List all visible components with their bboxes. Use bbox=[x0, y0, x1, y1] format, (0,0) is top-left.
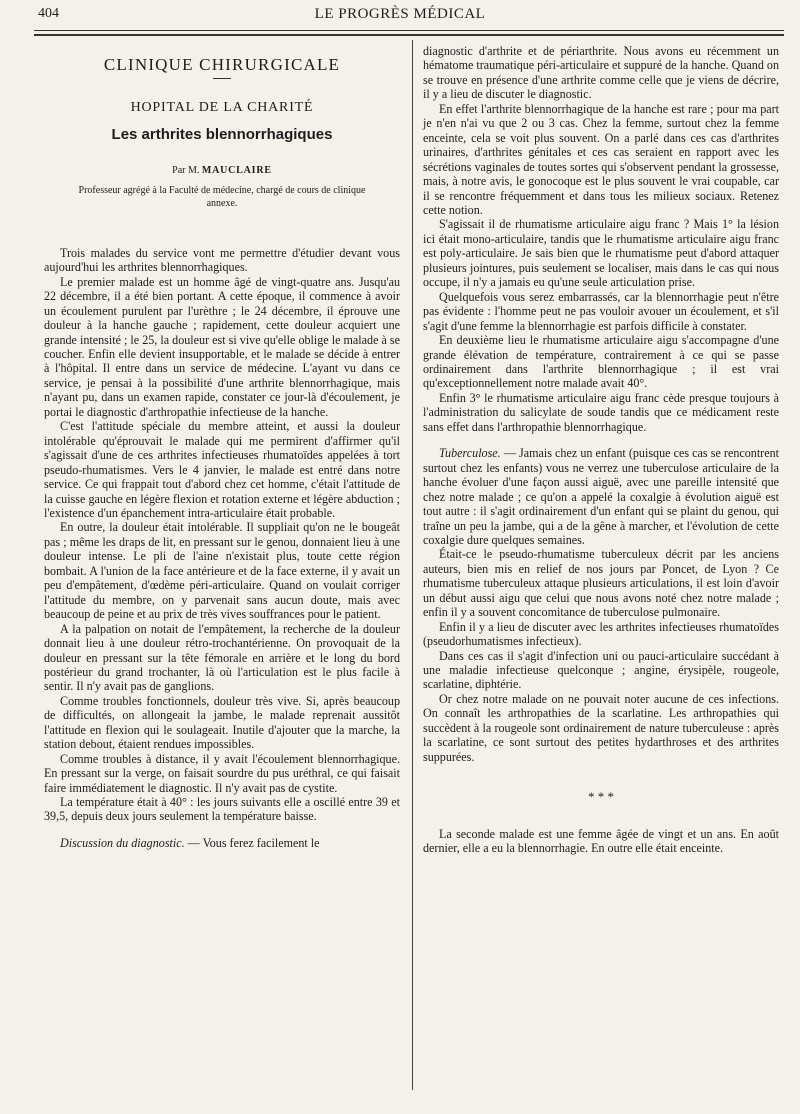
paragraph: La température était à 40° : les jours suivants elle a oscillé entre 39 et 39,5, depuis deux jours seulement la température baisse. bbox=[44, 795, 400, 824]
discussion-heading: Discussion du diagnostic. bbox=[60, 835, 185, 850]
hospital-name: HOPITAL DE LA CHARITÉ bbox=[130, 100, 314, 116]
paragraph: Le premier malade est un homme âgé de vingt-quatre ans. Jusqu'au 22 décembre, il a été bien portant. A cette époque, il commence à avoir un écoulement purulent par l'urèthre ; le 24 décembre, il éprouve une douleur à la hanche gauche ; rapidement, cette douleur acquiert une grande intensité ; le 25, la douleur est si vive qu'elle oblige le malade à se coucher. Enfin elle devient insupportable, et le malade se décide à entrer à l'hôpital. Il entre dans un service de médecine. L'ayant vu dans ce service, je pensai à la possibilité d'une arthrite blennorrhagique, mais n'ayant pu, dans un examen rapide, constater ce jour-là d'écoulement, je portai le diagnostic d'arthropathie infectieuse de la hanche. bbox=[44, 274, 400, 419]
page-number: 404 bbox=[38, 6, 59, 21]
discussion-text: — Vous ferez facilement le bbox=[184, 835, 320, 850]
author-affiliation: Professeur agrégé à la Faculté de médecine, chargé de cours de clinique annexe. bbox=[78, 184, 366, 209]
paragraph: Était-ce le pseudo-rhumatisme tuberculeux décrit par les anciens auteurs, bien mis en relief de nos jours par Poncet, de Lyon ? Ce rhumatisme tuberculeux attaque plusieurs articulations, il est loin d'avoir un début aussi aigu que celui que nous avons noté chez notre malade ; enfin il y a souvent concomitance de tuberculose pulmonaire. bbox=[423, 547, 779, 620]
paragraph: Quelquefois vous serez embarrassés, car la blennorrhagie peut n'être pas évidente : l'homme peut ne pas vouloir avouer un écoulement, et s'il s'agit d'une femme la blennorrhagie est parfois difficile à constater. bbox=[423, 289, 779, 333]
author-prefix: Par M. bbox=[172, 165, 200, 177]
paragraph: En effet l'arthrite blennorrhagique de la hanche est rare ; pour ma part je n'en n'ai vu que 2 ou 3 cas. Chez la femme, surtout chez la femme enceinte, cela se voit plus souvent. On a parlé dans ces cas d'arthrites urinaires, d'arthrites génitales et ces cas seraient en rapport avec les sécrétions vaginales de toutes sortes qui s'observent pendant la grossesse, mais, à notre avis, le gonocoque est le plus souvent le vrai coupable, car il se rencontre fréquemment et dans tous les milieux sociaux. Retenez cette notion. bbox=[423, 101, 779, 217]
paragraph: Dans ces cas il s'agit d'infection uni ou pauci-articulaire succédant à une maladie infectieuse quelconque ; angine, érysipèle, rougeole, scarlatine, diphtérie. bbox=[423, 648, 779, 692]
tuberculose-text: — Jamais chez un enfant (puisque ces cas se rencontrent surtout chez les enfants) vous ne verrez une tuberculose articulaire de la hanche évoluer d'une façon aussi aiguë, avec une pareille intensité que chez notre malade ; ce qu'on a appelé la coxalgie à évolution aiguë est tout autre : il s'agit ordinairement d'un enfant qui se plaint du genou, qui traîne un peu la jambe, qui a de la gêne à marcher, et l'évolution de cette coxalgie dure quelques semaines. bbox=[423, 446, 779, 547]
right-column bbox=[423, 44, 779, 856]
paragraph: C'est l'attitude spéciale du membre atteint, et aussi la douleur intolérable qu'éprouvait le malade qui me permirent d'affirmer qu'il s'agissait d'une de ces arthrites infectieuses rhumatoïdes appelées à tort pseudo-rhumatismes. Vers le 4 janvier, le malade est entré dans notre service. Ce qui frappait tout d'abord chez cet homme, c'était l'attitude de la cuisse gauche en légère flexion et rotation externe et légère abduction ; l'existence d'un épanchement intra-articulaire était probable. bbox=[44, 419, 400, 520]
paragraph: Or chez notre malade on ne pouvait noter aucune de ces infections. On connaît les arthropathies de la scarlatine. Les arthropathies qui succèdent à la rougeole sont ordinairement de nature tuberculeuse : après la scarlatine, ce sont surtout des petites hydarthroses et des arthrites suppurées. bbox=[423, 691, 779, 764]
author-name: MAUCLAIRE bbox=[201, 165, 272, 177]
discussion-paragraph bbox=[44, 836, 400, 850]
article-title: Les arthrites blennorrhagiques bbox=[111, 125, 333, 143]
paragraph: Enfin 3° le rhumatisme articulaire aigu franc cède presque toujours à l'administration du salicylate de soude tandis que ce médicament reste sans effet dans l'arthropathie blennorrhagique. bbox=[423, 390, 779, 434]
paragraph: Enfin il y a lieu de discuter avec les arthrites infectieuses rhumatoïdes (pseudorhumatismes infectieux). bbox=[423, 619, 779, 649]
paragraph: diagnostic d'arthrite et de périarthrite. Nous avons eu récemment un hématome traumatique péri-articulaire et suppuré de la hanche. Quand on se trouve en présence d'une arthrite comme celle que je viens de décrire, il y a lieu de discuter le diagnostic. bbox=[423, 44, 779, 102]
header-rule bbox=[34, 30, 784, 31]
left-column bbox=[44, 44, 400, 850]
journal-title: LE PROGRÈS MÉDICAL bbox=[314, 6, 486, 22]
paragraph: Trois malades du service vont me permettre d'étudier devant vous aujourd'hui les arthrites blennorrhagiques. bbox=[44, 245, 400, 275]
closing-paragraph: La seconde malade est une femme âgée de vingt et un ans. En août dernier, elle a eu la blennorrhagie. En outre elle était enceinte. bbox=[423, 826, 779, 856]
paragraph: Comme troubles fonctionnels, douleur très vive. Si, après beaucoup de difficultés, on allongeait la jambe, le malade reprenait aussitôt l'attitude en flexion qui le soulageait. Inutile d'ajouter que la marche, la station debout, étaient rendues impossibles. bbox=[44, 693, 400, 752]
paragraph: S'agissait il de rhumatisme articulaire aigu franc ? Mais 1° la lésion ici était mono-articulaire, tandis que le rhumatisme articulaire aigu franc est poly-articulaire. Je sais bien que le rhumatisme peut d'abord attaquer plusieurs jointures, puis seulement se localiser, mais dans le cas qui nous occupe, il n'y a jamais eu qu'une seule articulation prise. bbox=[423, 217, 779, 290]
section-separator: * * * bbox=[588, 789, 614, 805]
paragraph: En outre, la douleur était intolérable. Il suppliait qu'on ne le bougeât pas ; même les draps de lit, en pressant sur le genou, donnaient lieu à une douleur intense. Le pli de l'aine n'existait plus, toute cette région bombait. A l'union de la face antérieure et de la face externe, il y avait un peu d'empâtement, d'œdème péri-articulaire. Quand on voulait corriger l'attitude du membre, on y parvenait sans aucun doute, mais avec beaucoup de peine et au prix de très vives souffrances pour le patient. bbox=[44, 520, 400, 622]
title-dash bbox=[213, 78, 231, 79]
tuberculose-heading: Tuberculose. bbox=[439, 446, 501, 461]
paragraph: Comme troubles à distance, il y avait l'écoulement blennorrhagique. En pressant sur la verge, on faisait sourdre du pus uréthral, ce qui faisait faire immédiatement le diagnostic. Il n'y avait pas de cystite. bbox=[44, 751, 400, 795]
paragraph: A la palpation on notait de l'empâtement, la recherche de la douleur donnait lieu à une douleur rétro-trochantérienne. On provoquait de la douleur en pressant sur la tête fémorale en arrière et le long du bord postérieur du grand trochanter, là où l'articulation est le plus facile à sentir. Il n'y avait pas de ganglions. bbox=[44, 621, 400, 694]
tuberculose-paragraph bbox=[423, 446, 779, 547]
author-line bbox=[44, 164, 400, 178]
column-divider bbox=[412, 40, 413, 1090]
header-rule-thick bbox=[34, 34, 784, 36]
section-title: CLINIQUE CHIRURGICALE bbox=[103, 55, 341, 74]
paragraph: En deuxième lieu le rhumatisme articulaire aigu s'accompagne d'une grande élévation de température, contrairement à ce qui se passe ordinairement dans l'arthrite blennorrhagique ; il est vrai qu'exceptionnellement notre malade avait 40°. bbox=[423, 333, 779, 391]
